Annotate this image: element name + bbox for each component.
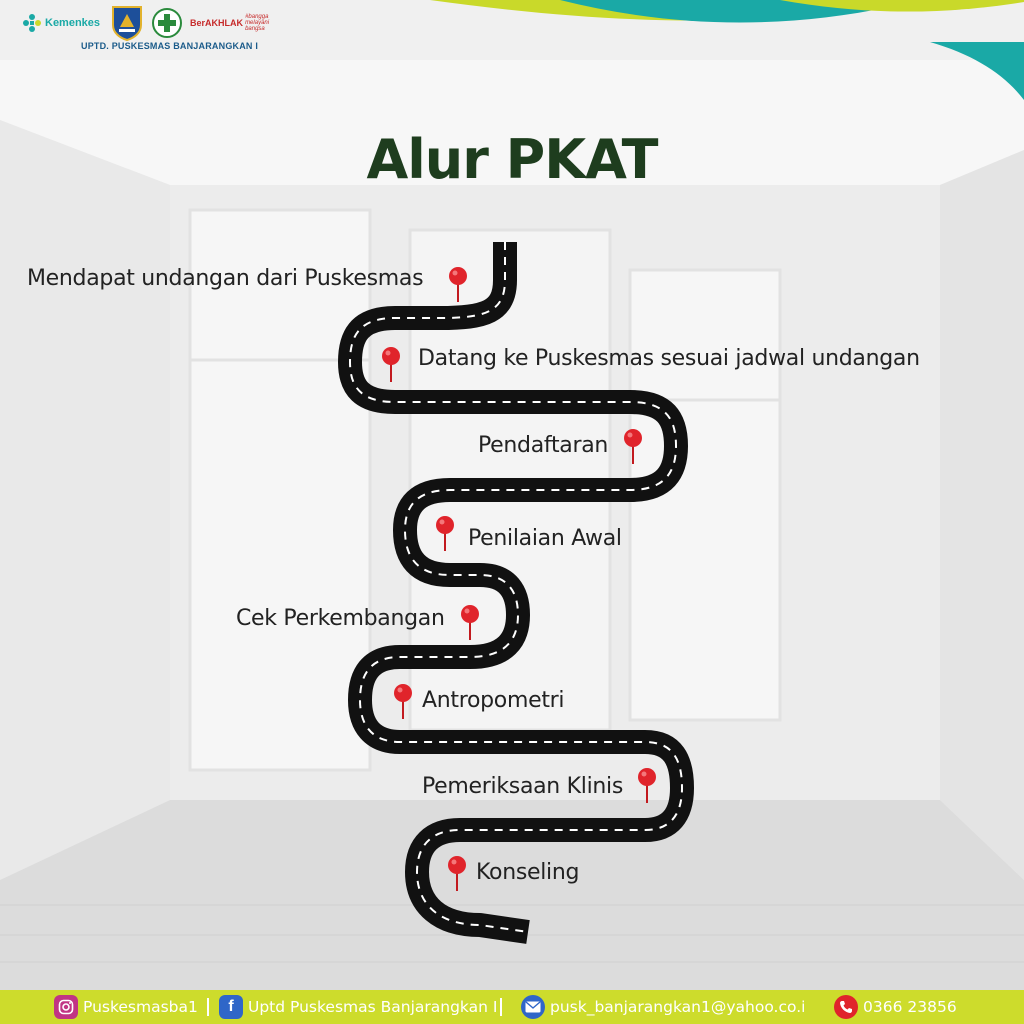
map-pin-icon xyxy=(392,683,414,719)
puskesmas-subtitle: UPTD. PUSKESMAS BANJARANGKAN I xyxy=(81,41,259,51)
instagram-handle: Puskesmasba1 xyxy=(83,998,198,1016)
phone-number: 0366 23856 xyxy=(863,998,957,1016)
step-3-label: Pendaftaran xyxy=(478,433,609,458)
map-pin-icon xyxy=(447,266,469,302)
page-title: Alur PKAT xyxy=(366,128,658,191)
bangga-tagline: #bangga melayani bangsa xyxy=(245,14,270,32)
footer-divider xyxy=(500,998,502,1016)
map-pin-icon xyxy=(636,767,658,803)
facebook-icon: f xyxy=(219,995,243,1019)
footer-instagram[interactable] xyxy=(54,994,198,1020)
map-pin-icon xyxy=(446,855,468,891)
footer-facebook[interactable] xyxy=(219,994,497,1020)
step-5-label: Cek Perkembangan xyxy=(236,606,445,631)
berakhlak-label: BerAKHLAK xyxy=(190,18,244,28)
mail-icon xyxy=(521,995,545,1019)
phone-icon xyxy=(834,995,858,1019)
email-address: pusk_banjarangkan1@yahoo.co.i xyxy=(550,998,806,1016)
footer-email[interactable] xyxy=(521,994,805,1020)
step-6-label: Antropometri xyxy=(422,688,565,713)
map-pin-icon xyxy=(459,604,481,640)
map-pin-icon xyxy=(434,515,456,551)
kemenkes-label: Kemenkes xyxy=(45,17,101,29)
step-4-label: Penilaian Awal xyxy=(468,526,622,551)
step-1-label: Mendapat undangan dari Puskesmas xyxy=(27,266,424,291)
instagram-icon xyxy=(54,995,78,1019)
footer-phone[interactable] xyxy=(834,994,957,1020)
footer-contact-bar xyxy=(0,990,1024,1024)
step-7-label: Pemeriksaan Klinis xyxy=(422,774,624,799)
map-pin-icon xyxy=(380,346,402,382)
map-pin-icon xyxy=(622,428,644,464)
facebook-page: Uptd Puskesmas Banjarangkan I xyxy=(248,998,498,1016)
footer-divider xyxy=(207,998,209,1016)
step-2-label: Datang ke Puskesmas sesuai jadwal undangan xyxy=(418,346,920,371)
step-8-label: Konseling xyxy=(476,860,580,885)
